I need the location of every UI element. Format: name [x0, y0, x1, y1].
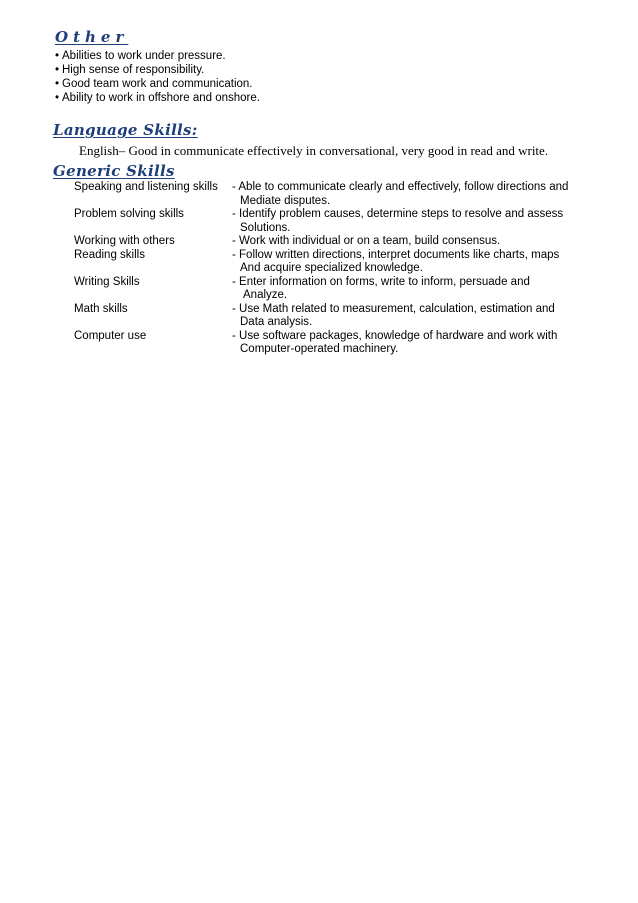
skill-row: [74, 303, 604, 330]
skill-name: Problem solving skills: [74, 208, 184, 220]
skill-description: [232, 181, 592, 208]
skill-description-line: Solutions.: [240, 221, 291, 234]
list-item-text: Abilities to work under pressure.: [62, 50, 226, 62]
bullet-icon: •: [55, 64, 60, 76]
list-item-text: High sense of responsibility.: [62, 64, 205, 76]
other-heading: Other: [55, 28, 129, 46]
other-list: [55, 49, 260, 105]
skill-description-line: Data analysis.: [240, 316, 313, 328]
list-item: [55, 49, 260, 63]
generic-skills-heading: Generic Skills: [53, 162, 175, 180]
bullet-icon: •: [55, 50, 60, 62]
language-skills-text: English– Good in communicate effectively in conversational, very good in read and write.: [79, 143, 549, 158]
skill-description-line: - Identify problem causes, determine steps to resolve and assess: [232, 208, 564, 220]
skill-row: [74, 181, 604, 208]
skill-name: Reading skills: [74, 248, 145, 261]
skill-description-line: And acquire specialized knowledge.: [240, 262, 423, 274]
skill-name: Math skills: [74, 302, 128, 315]
skill-row: [74, 249, 604, 276]
bullet-icon: •: [55, 78, 60, 90]
skill-description-line: - Enter information on forms, write to inform, persuade and: [232, 275, 530, 288]
skill-name: Working with others: [74, 235, 175, 247]
skill-description-line: - Follow written directions, interpret documents like charts, maps: [232, 248, 560, 261]
skill-description-line: - Able to communicate clearly and effectively, follow directions and: [232, 181, 569, 193]
skill-row: [74, 208, 604, 235]
skill-description: [232, 235, 592, 249]
skill-description-line: - Work with individual or on a team, build consensus.: [232, 235, 501, 247]
skill-row: [74, 235, 604, 249]
list-item: [55, 77, 260, 91]
skill-name: Writing Skills: [74, 275, 140, 288]
skill-description-line: Computer-operated machinery.: [240, 343, 399, 355]
skill-row: [74, 276, 604, 303]
list-item: [55, 63, 260, 77]
skill-description: [232, 330, 592, 357]
language-skills-heading: Language Skills:: [53, 121, 198, 139]
skill-description: [232, 276, 592, 303]
skill-description: [232, 208, 592, 235]
list-item: [55, 91, 260, 105]
skill-name: Speaking and listening skills: [74, 181, 218, 193]
bullet-icon: •: [55, 92, 60, 104]
skill-description-line: - Use software packages, knowledge of hardware and work with: [232, 329, 558, 342]
skill-row: [74, 330, 604, 357]
skill-name: Computer use: [74, 329, 147, 342]
list-item-text: Ability to work in offshore and onshore.: [62, 92, 260, 104]
skill-description-line: Analyze.: [243, 289, 288, 301]
skill-description: [232, 249, 592, 276]
generic-skills-table: [74, 181, 604, 357]
list-item-text: Good team work and communication.: [62, 78, 253, 90]
skill-description: [232, 303, 592, 330]
skill-description-line: Mediate disputes.: [240, 194, 331, 207]
skill-description-line: - Use Math related to measurement, calculation, estimation and: [232, 302, 555, 315]
